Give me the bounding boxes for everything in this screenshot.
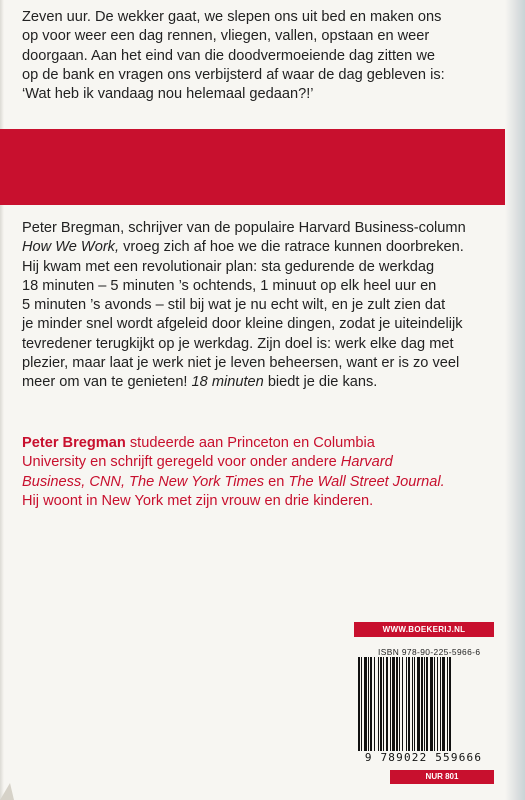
barcode-bar — [408, 657, 410, 752]
barcode-bar — [417, 657, 420, 752]
barcode-bar — [383, 657, 384, 752]
barcode-bar — [440, 657, 441, 752]
intro-line: Zeven uur. De wekker gaat, we slepen ons uit bed en maken ons — [22, 9, 442, 25]
publication-name: Harvard — [340, 454, 393, 471]
description-line — [22, 238, 492, 257]
bio-line: Hij woont in New York met zijn vrouw en drie kinderen. — [22, 492, 374, 509]
barcode-bar — [447, 657, 448, 752]
barcode-bar — [374, 657, 375, 752]
cover-left-edge — [0, 0, 4, 800]
bio-text: studeerde aan Princeton en Columbia — [125, 435, 375, 451]
barcode-bar — [437, 657, 438, 752]
barcode-bar — [434, 657, 435, 752]
red-band — [0, 129, 505, 205]
bio-text: en — [264, 473, 289, 490]
barcode-bar — [392, 657, 395, 752]
intro-line: op de bank en vragen ons verbijsterd af waar de dag gebleven is: — [22, 66, 445, 83]
barcode-bar — [378, 657, 379, 752]
bio-line — [22, 434, 492, 453]
description-text: vroeg zich af hoe we die ratrace kunnen doorbreken. — [119, 239, 464, 256]
barcode-bar — [390, 657, 391, 752]
bio-line — [22, 453, 492, 472]
barcode-bar — [368, 657, 369, 752]
description-line: 18 minuten – 5 minuten ’s ochtends, 1 minuut op elk heel uur en — [22, 277, 437, 294]
barcode-bar — [426, 657, 428, 752]
publication-name: The Wall Street Journal. — [288, 473, 445, 490]
barcode-bar — [402, 657, 403, 752]
cover-right-edge — [505, 0, 525, 800]
barcode-bar — [449, 657, 451, 752]
corner-mark — [0, 775, 20, 800]
description-line: 5 minuten ’s avonds – stil bij wat je nu echt wilt, en je zult zien dat — [22, 297, 446, 314]
isbn-number: ISBN 978-90-225-5966-6 — [378, 647, 481, 657]
barcode-bar — [406, 657, 407, 752]
barcode-bar — [399, 657, 400, 752]
barcode-bar — [358, 657, 360, 752]
intro-line: ‘Wat heb ik vandaag nou helemaal gedaan?!’ — [22, 86, 314, 103]
barcode-bar — [361, 657, 362, 752]
description-line: Peter Bregman, schrijver van de populaire Harvard Business-column — [22, 220, 466, 236]
description-line: tevredener terugkijkt op je werkdag. Zijn doel is: werk elke dag met — [22, 335, 454, 352]
description-paragraph — [22, 219, 492, 393]
intro-paragraph — [22, 8, 492, 104]
bio-text: University en schrijft geregeld voor onder andere — [22, 454, 341, 471]
barcode — [352, 657, 495, 766]
description-text: biedt je die kans. — [263, 374, 378, 391]
barcode-bar — [380, 657, 382, 752]
description-text: meer om van te genieten! — [22, 374, 192, 391]
description-line: plezier, maar laat je werk niet je leven beheersen, want er is zo veel — [22, 355, 460, 372]
book-title: 18 minuten — [191, 374, 264, 391]
publisher-website: WWW.BOEKERIJ.NL — [354, 622, 494, 637]
barcode-bar — [421, 657, 423, 752]
intro-line: doorgaan. Aan het eind van die doodvermoeiende dag zitten we — [22, 47, 435, 64]
barcode-bar — [430, 657, 433, 752]
description-line — [22, 373, 492, 392]
barcode-bar — [396, 657, 398, 752]
description-line: Hij kwam met een revolutionair plan: sta gedurende de werkdag — [22, 258, 435, 275]
nur-code: NUR 801 — [390, 770, 494, 784]
bio-line — [22, 473, 492, 492]
intro-line: op voor weer een dag rennen, vliegen, vallen, opstaan en weer — [22, 28, 430, 45]
description-line: je minder snel wordt afgeleid door kleine dingen, zodat je uiteindelijk — [22, 316, 463, 333]
barcode-bar — [442, 657, 445, 752]
column-title: How We Work, — [22, 239, 120, 256]
publication-name: Business, CNN, The New York Times — [22, 473, 265, 490]
barcode-digits: 9 789022 559666 — [352, 751, 495, 764]
barcode-bar — [364, 657, 367, 752]
barcode-bar — [424, 657, 425, 752]
barcode-bar — [414, 657, 415, 752]
author-bio — [22, 434, 492, 511]
barcode-bar — [370, 657, 372, 752]
author-name: Peter Bregman — [22, 435, 126, 451]
barcode-bar — [386, 657, 388, 752]
barcode-bar — [412, 657, 413, 752]
